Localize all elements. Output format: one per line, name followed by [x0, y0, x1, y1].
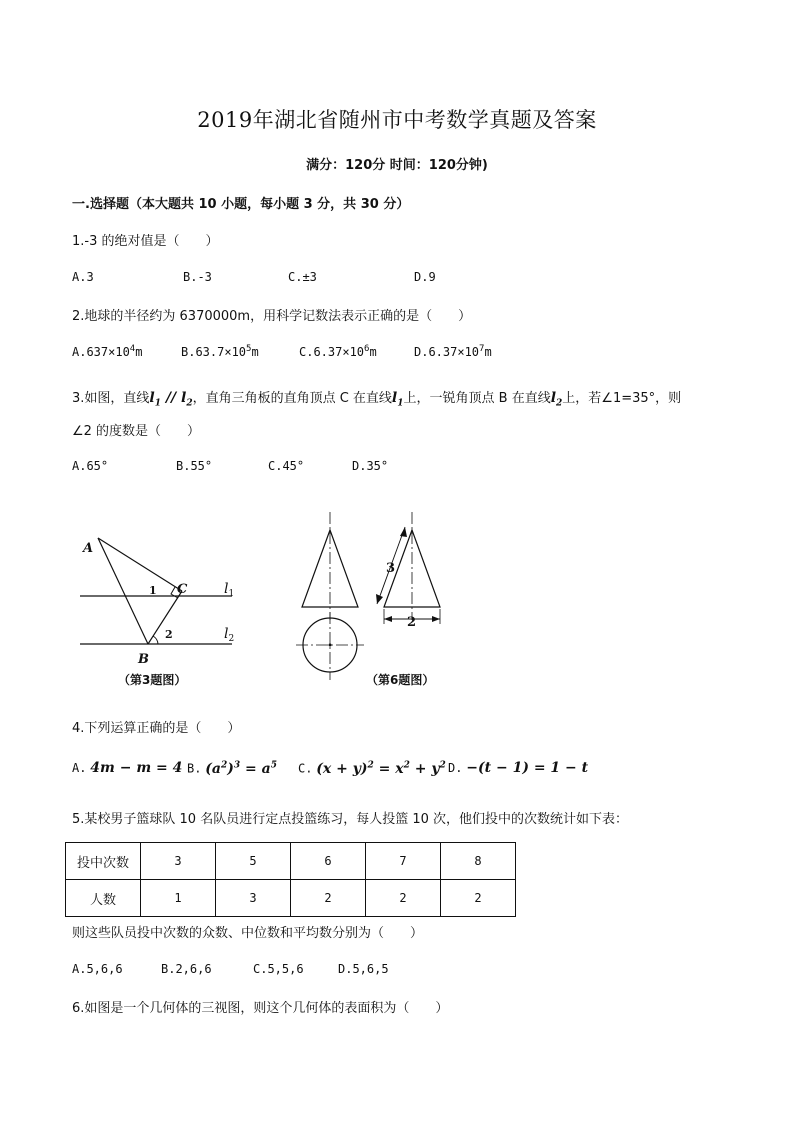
angle-2-arc — [153, 636, 158, 644]
q5-option-b: B.2,6,6 — [161, 962, 212, 976]
table-row — [66, 843, 516, 880]
label-angle-1: 1 — [149, 584, 157, 597]
page-title: 2019年湖北省随州市中考数学真题及答案 — [197, 108, 597, 132]
question-3-stem: 3.如图，直线$l_1 // l_2$，直角三角板的直角顶点 C 在直线$l_1$上，一锐角顶点 B 在直线$l_2$上，若∠1=35°，则 — [72, 390, 682, 409]
q2-option-c: $C.6.37\times 10^6m$ — [299, 344, 377, 359]
table-cell: 2 — [366, 880, 441, 917]
q1-option-a: A.3 — [72, 270, 94, 284]
q1-option-c: C.±3 — [288, 270, 317, 284]
label-angle-2: 2 — [165, 628, 173, 641]
label-B: B — [138, 652, 149, 667]
question-2-stem: 2.地球的半径约为 6370000m，用科学记数法表示正确的是（ ） — [72, 309, 472, 324]
table-cell: 3 — [141, 843, 216, 880]
table-cell: 3 — [216, 880, 291, 917]
table-cell: 1 — [141, 880, 216, 917]
label-base-2: 2 — [407, 615, 417, 630]
table-cell: 2 — [441, 880, 516, 917]
table-row — [66, 880, 516, 917]
question-1-stem: 1.-3 的绝对值是（ ） — [72, 234, 219, 249]
q3-option-b: B.55° — [176, 459, 213, 473]
q4-option-d: D. −(t − 1) = 1 − t — [448, 760, 589, 776]
label-A: A — [83, 541, 94, 556]
q5-option-c: C.5,5,6 — [253, 962, 304, 976]
shots-table — [65, 842, 516, 917]
question-5-followup: 则这些队员投中次数的众数、中位数和平均数分别为（ ） — [72, 926, 424, 941]
question-3-stem-line2: ∠2 的度数是（ ） — [72, 424, 201, 439]
table-cell: 人数 — [66, 880, 141, 917]
table-cell: 投中次数 — [66, 843, 141, 880]
label-l1: $l_1$ — [224, 581, 235, 599]
table-cell: 6 — [291, 843, 366, 880]
q2-option-d: $D.6.37\times 10^7m$ — [414, 344, 492, 359]
q4-option-a: A. 4m − m = 4 — [72, 760, 183, 776]
question-5-stem: 5.某校男子篮球队 10 名队员进行定点投篮练习，每人投篮 10 次，他们投中的次数统计如下表： — [72, 812, 629, 827]
q5-option-d: D.5,6,5 — [338, 962, 389, 976]
question-4-stem: 4.下列运算正确的是（ ） — [72, 721, 241, 736]
label-slant-3: 3 — [386, 561, 396, 576]
q3-option-a: A.65° — [72, 459, 109, 473]
table-cell: 7 — [366, 843, 441, 880]
label-l2: $l_2$ — [224, 626, 235, 644]
q2-option-b: $B.63.7\times 10^5m$ — [181, 344, 259, 359]
section-heading: 一.选择题（本大题共 10 小题，每小题 3 分，共 30 分） — [72, 197, 410, 212]
q1-option-d: D.9 — [414, 270, 436, 284]
q4-option-c: C. $(x + y)^2 = x^2 + y^2$ — [298, 760, 446, 777]
q3-option-d: D.35° — [352, 459, 389, 473]
table-cell: 2 — [291, 880, 366, 917]
table-cell: 8 — [441, 843, 516, 880]
table-cell: 5 — [216, 843, 291, 880]
question-6-stem: 6.如图是一个几何体的三视图，则这个几何体的表面积为（ ） — [72, 1001, 449, 1016]
label-C: C — [177, 582, 188, 597]
figure-q3-caption: （第3题图） — [118, 673, 187, 687]
q3-option-c: C.45° — [268, 459, 305, 473]
q5-option-a: A.5,6,6 — [72, 962, 123, 976]
q4-option-b: B. $(a^2)^3 = a^5$ — [187, 760, 277, 777]
score-time-info: 满分：120分 时间：120分钟) — [306, 158, 488, 173]
q2-option-a: $A.637\times 10^4m$ — [72, 344, 143, 359]
figure-q6-caption: （第6题图） — [366, 673, 435, 687]
q1-option-b: B.-3 — [183, 270, 212, 284]
